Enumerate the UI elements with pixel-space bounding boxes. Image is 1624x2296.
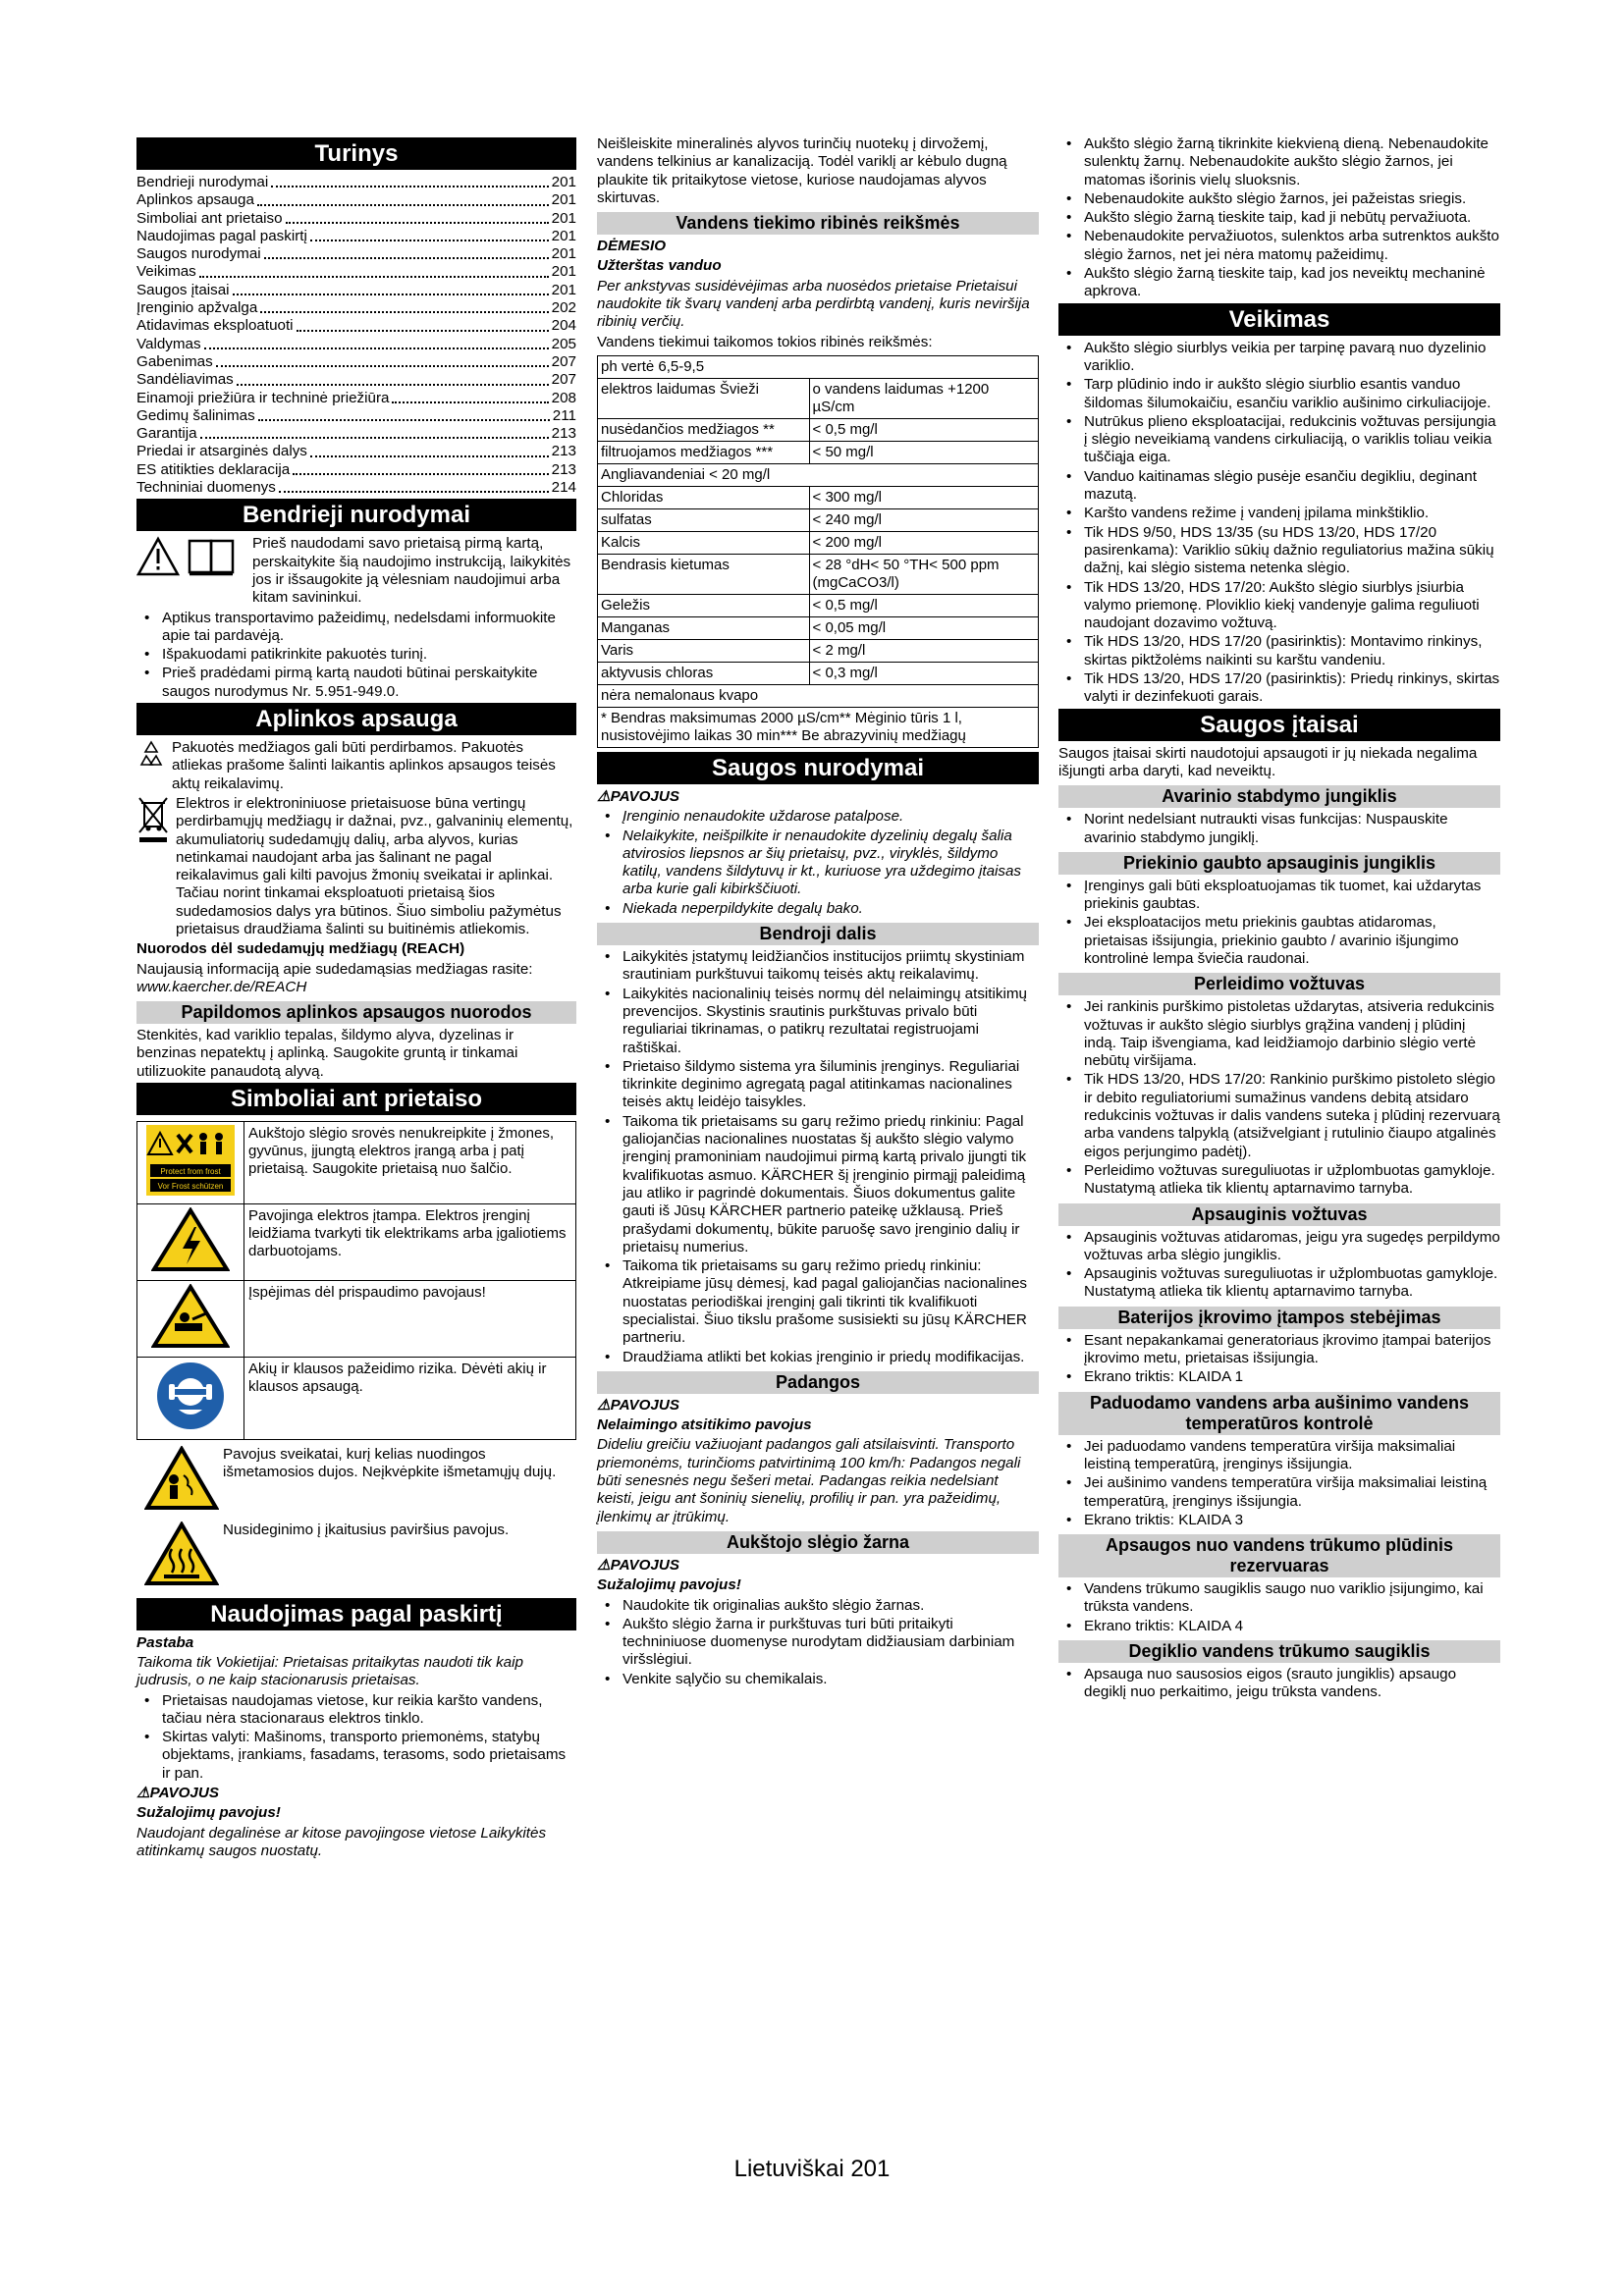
manual-note (136, 535, 576, 609)
toc-page-number: 208 (551, 389, 576, 406)
water-limits-table (597, 355, 1039, 748)
operation-heading: Veikimas (1058, 303, 1500, 336)
list-item: • Ekrano triktis: KLAIDA 4 (1058, 1618, 1500, 1635)
table-cell: Varis (598, 639, 810, 662)
table-row (137, 1358, 576, 1440)
list-item: • Venkite sąlyčio su chemikalais. (597, 1671, 1039, 1688)
toc-page-number: 201 (551, 263, 576, 281)
table-cell: < 240 mg/l (809, 508, 1038, 531)
list-item: • Esant nepakankamai generatoriaus įkrovimo įtampai baterijos įkrovimo metu, prietaisas išsijungia. (1058, 1332, 1500, 1368)
toc-page-number: 201 (551, 191, 576, 209)
table-row (598, 378, 1039, 418)
hose-head: Sužalojimų pavojus! (597, 1576, 741, 1594)
safety-devices-intro: Saugos įtaisai skirti naudotojui apsaugoti ir jų niekada negalima išjungti arba daryti, kad neveiktų. (1058, 744, 1478, 779)
table-cell: o vandens laidumas +1200 µS/cm (809, 378, 1038, 418)
danger-head: Sužalojimų pavojus! (136, 1804, 281, 1822)
list-item: • Aptikus transportavimo pažeidimų, nedelsdami informuokite apie tai pardavėją. (136, 610, 576, 646)
toc-page-number: 204 (551, 317, 576, 335)
toc-leader (286, 222, 549, 224)
general-intro: Prieš naudodami savo prietaisą pirmą kartą, perskaitykite šią naudojimo instrukciją, laikykitės jos ir išsaugokite ją vėlesniam naudojimui arba kitam savininkui. (252, 535, 571, 607)
table-of-contents (136, 174, 576, 497)
fumes-text: Pavojus sveikatai, kurį kelias nuodingos išmetamosios dujos. Neįkvėpkite išmetamųjų dujų. (223, 1446, 557, 1481)
safety-device-list (1058, 1666, 1500, 1702)
list-item: • Nebenaudokite pervažiuotos, sulenktos arba sutrenktos aukšto slėgio žarnos, net jei nėra matomų pažeidimų. (1058, 228, 1500, 264)
svg-text:Vor Frost schützen: Vor Frost schützen (157, 1182, 224, 1192)
list-item: • Naudokite tik originalias aukšto slėgio žarnas. (597, 1597, 1039, 1615)
symbol-text: Pavojinga elektros įtampa. Elektros įrenginį leidžiama tvarkyti tik elektrikams arba įgaliotiems darbuotojams. (244, 1204, 576, 1281)
toc-leader (310, 455, 549, 457)
toc-leader (264, 257, 549, 259)
list-item: • Karšto vandens režime į vandenį įpilama minkštiklio. (1058, 505, 1500, 522)
tyres-heading: Padangos (597, 1371, 1039, 1394)
warning-triangle-icon: ⚠ (597, 1556, 611, 1574)
toc-page-number: 207 (551, 352, 576, 370)
list-item: • Prietaisas naudojamas vietose, kur reikia karšto vandens, tačiau nėra stacionaraus elektros tinklo. (136, 1692, 576, 1729)
reach-title: Nuorodos dėl sudedamųjų medžiagų (REACH) (136, 940, 465, 958)
list-item: • Skirtas valyti: Mašinoms, transporto priemonėms, statybų objektams, įrankiams, fasadams, terasoms, sodo prietaisams ir pan. (136, 1729, 576, 1783)
toc-entry[interactable] (136, 299, 576, 317)
symbols-heading: Simboliai ant prietaiso (136, 1083, 576, 1115)
symbols-table (136, 1121, 576, 1440)
list-item: • Aukšto slėgio žarną tikrinkite kiekvieną dieną. Nebenaudokite sulenktų žarnų. Nebenaudokite aukšto slėgio žarnos, jei matomas išorinis vielų sluoksnis. (1058, 135, 1500, 189)
toc-entry[interactable] (136, 228, 576, 245)
toc-entry[interactable] (136, 390, 576, 407)
warning-triangle-icon: ⚠ (136, 1785, 150, 1802)
toc-entry-title: Aplinkos apsauga (136, 191, 254, 209)
list-item: • Apsauginis vožtuvas atidaromas, jeigu yra sugedęs perpildymo vožtuvas arba slėgio jungiklis. (1058, 1229, 1500, 1265)
toc-page-number: 202 (551, 299, 576, 317)
water-limits-heading: Vandens tiekimo ribinės reikšmės (597, 212, 1039, 235)
list-item: • Laikykitės įstatymų leidžiančios institucijos priimtų skystiniam srautiniam purkštuvui taikomų teisės aktų reikalavimų. (597, 948, 1039, 985)
toc-entry-title: Gedimų šalinimas (136, 406, 255, 424)
table-cell: elektros laidumas Švieži (598, 378, 810, 418)
toc-leader (216, 365, 549, 367)
table-cell: < 2 mg/l (809, 639, 1038, 662)
toc-entry-title: Einamoji priežiūra ir techninė priežiūra (136, 389, 390, 406)
table-row (598, 554, 1039, 594)
toc-page-number: 214 (551, 479, 576, 497)
safety-device-heading: Baterijos įkrovimo įtampos stebėjimas (1058, 1307, 1500, 1329)
danger-text: Naudojant degalinėse ar kitose pavojingose vietose Laikykitės atitinkamų saugos nuostatų. (136, 1824, 547, 1859)
toc-leader (237, 384, 549, 386)
table-cell: Chloridas (598, 486, 810, 508)
toc-page-number: 213 (551, 425, 576, 443)
toc-entry-title: Techniniai duomenys (136, 479, 276, 497)
toc-entry-title: Naudojimas pagal paskirtį (136, 227, 307, 244)
table-row (598, 684, 1039, 707)
list-item: • Jei paduodamo vandens temperatūra viršija maksimaliai leistiną temperatūrą, įrenginys išsijungia. (1058, 1438, 1500, 1474)
extra-env-text: Stenkitės, kad variklio tepalas, šildymo alyva, dyzelinas ir benzinas nepatektų į aplinką. Saugokite gruntą ir tinkamai utilizuokite panaudotą alyvą. (136, 1027, 518, 1080)
recycle-icon (136, 739, 166, 774)
list-item: • Aukšto slėgio žarną tieskite taip, kad jos neveiktų mechaninė apkrova. (1058, 265, 1500, 301)
toc-entry[interactable] (136, 210, 576, 228)
list-item: • Tarp plūdinio indo ir aukšto slėgio siurblio esantis vanduo šildomas šilumokaičiu, esančiu variklio aušinimo cirkuliacijoje. (1058, 376, 1500, 412)
toc-entry[interactable] (136, 317, 576, 335)
warning-triangle-icon: ⚠ (597, 787, 611, 805)
danger-label: ⚠PAVOJUS (597, 1396, 679, 1414)
safety-device-heading: Priekinio gaubto apsauginis jungiklis (1058, 852, 1500, 875)
table-cell: nusėdančios medžiagos ** (598, 418, 810, 441)
caution-text: Per ankstyvas susidėvėjimas arba nuosėdos prietaise Prietaisui naudokite tik švarų vandenį arba perdirbtą vandenį, kuris neviršija ribinių verčių. (597, 277, 1030, 331)
toc-leader (258, 419, 550, 421)
list-item: • Tik HDS 13/20, HDS 17/20: Aukšto slėgio siurblys įsiurbia valymo priemonę. Ploviklio kiekį vandenyje galima reguliuoti naudojant dozavimo vožtuvą. (1058, 579, 1500, 633)
table-cell: Kalcis (598, 531, 810, 554)
list-item: • Apsauga nuo sausosios eigos (srauto jungiklis) apsaugo degiklį nuo perkaitimo, jeigu trūksta vandens. (1058, 1666, 1500, 1702)
toc-entry-title: Atidavimas eksploatuoti (136, 317, 294, 335)
column-left (136, 135, 576, 1862)
symbol-text: Akių ir klausos pažeidimo rizika. Dėvėti akių ir klausos apsaugą. (244, 1358, 576, 1440)
list-item: • Aukšto slėgio žarna ir purkštuvas turi būti pritaikyti techniniuose duomenyse nurodytam didžiausiam darbiniam viršslėgiui. (597, 1616, 1039, 1670)
table-cell: aktyvusis chloras (598, 662, 810, 684)
table-row (598, 531, 1039, 554)
crossed-bin-icon (136, 795, 170, 849)
list-item: • Perleidimo vožtuvas sureguliuotas ir užplombuotas gamykloje. Nustatymą atlieka tik klientų aptarnavimo tarnyba. (1058, 1162, 1500, 1199)
list-item: • Taikoma tik prietaisams su garų režimo priedų rinkiniu: Atkreipiame jūsų dėmesį, kad pagal galiojančias nacionalines nuostatas periodiškai įrenginį gali tikrinti tik kvalifikuoti specialistai. Šiuo tikslu prašome susisiekti su jūsų KÄRCHER partneriu. (597, 1257, 1039, 1347)
toc-page-number: 213 (551, 443, 576, 460)
list-item: • Laikykitės nacionalinių teisės normų dėl nelaimingų atsitikimų prevencijos. Skystinis srautinis purkštuvas privalo būti reguliariai tikrinamas, o patikrų rezultatai registruojami raštiškai. (597, 986, 1039, 1057)
list-item: • Apsauginis vožtuvas sureguliuotas ir užplombuotas gamykloje. Nustatymą atlieka tik klientų aptarnavimo tarnyba. (1058, 1265, 1500, 1302)
safety-devices-heading: Saugos įtaisai (1058, 709, 1500, 741)
toc-leader (257, 204, 549, 206)
toc-entry[interactable] (136, 263, 576, 281)
list-item: • Įrenginio nenaudokite uždarose patalpose. (597, 808, 1039, 826)
list-item: • Norint nedelsiant nutraukti visas funkcijas: Nuspauskite avarinio stabdymo jungiklį. (1058, 811, 1500, 847)
danger-label: ⚠PAVOJUS (136, 1785, 219, 1802)
high-pressure-jet-warning-icon (137, 1122, 244, 1204)
table-cell: < 300 mg/l (809, 486, 1038, 508)
safety-device-list (1058, 878, 1500, 968)
list-item: • Ekrano triktis: KLAIDA 3 (1058, 1512, 1500, 1529)
list-item: • Vanduo kaitinamas slėgio pusėje esančiu degikliu, deginant mazutą. (1058, 468, 1500, 505)
list-item: • Aukšto slėgio žarną tieskite taip, kad ji nebūtų pervažiuota. (1058, 209, 1500, 227)
toc-entry[interactable] (136, 371, 576, 389)
table-cell: < 0,5 mg/l (809, 418, 1038, 441)
recycle-note (136, 739, 576, 795)
table-cell: < 0,5 mg/l (809, 594, 1038, 616)
toxic-fumes-icon (144, 1446, 223, 1516)
safety-devices-sections (1058, 785, 1500, 1701)
toc-leader (310, 240, 549, 241)
toc-entry-title: Priedai ir atsarginės dalys (136, 443, 307, 460)
list-item: • Draudžiama atlikti bet kokias įrenginio ir priedų modifikacijas. (597, 1349, 1039, 1366)
list-item: • Vandens trūkumo saugiklis saugo nuo variklio įsijungimo, kai trūksta vandens. (1058, 1580, 1500, 1617)
symbol-text: Įspėjimas dėl prispaudimo pavojaus! (244, 1281, 576, 1358)
list-item: • Įrenginys gali būti eksploatuojamas tik tuomet, kai uždarytas priekinis gaubtas. (1058, 878, 1500, 914)
toc-entry-title: Gabenimas (136, 352, 213, 370)
toc-page-number: 207 (551, 371, 576, 389)
warning-triangle-icon: ⚠ (597, 1396, 611, 1414)
oil-waste-text: Neišleiskite mineralinės alyvos turinčių nuotekų į dirvožemį, vandens telkinius ar kanalizaciją. Todėl variklį ar kėbulo dugną plaukite tik pritaikytose vietose, kuriose naudojamas alyvos skirtuvas. (597, 135, 1007, 206)
hose-list-continued (1058, 135, 1500, 301)
general-heading: Bendrieji nurodymai (136, 499, 576, 531)
toc-entry-title: ES atitikties deklaracija (136, 460, 291, 478)
recycle-text: Pakuotės medžiagos gali būti perdirbamos. Pakuotės atliekas prašome šalinti laikantis aplinkos apsaugos teisės aktų reikalavimų. (172, 739, 556, 792)
table-row (598, 594, 1039, 616)
column-right (1058, 135, 1500, 1704)
table-cell: Manganas (598, 616, 810, 639)
toc-entry[interactable] (136, 245, 576, 263)
table-row (598, 662, 1039, 684)
list-item: • Aukšto slėgio siurblys veikia per tarpinę pavarą nuo dyzelinio variklio. (1058, 340, 1500, 376)
table-row (598, 639, 1039, 662)
table-row (598, 441, 1039, 463)
toc-leader (293, 473, 548, 475)
table-cell: Angliavandeniai < 20 mg/l (598, 463, 1039, 486)
pressure-release-icon (137, 1281, 244, 1358)
toc-entry[interactable] (136, 353, 576, 371)
tyres-head: Nelaimingo atsitikimo pavojus (597, 1416, 812, 1434)
table-row (598, 355, 1039, 378)
table-row (598, 707, 1039, 747)
safety-device-list (1058, 1438, 1500, 1529)
table-cell: * Bendras maksimumas 2000 µS/cm** Mėginio tūris 1 l, nusistovėjimo laikas 30 min*** Be abrazyvinių medžiagų (598, 707, 1039, 747)
list-item: • Jei eksploatacijos metu priekinis gaubtas atidaromas, prietaisas išsijungia, priekinio gaubto / avarinio išjungimo kontrolinė lempa šviečia raudonai. (1058, 914, 1500, 968)
toc-entry-title: Saugos nurodymai (136, 245, 261, 263)
weee-note (136, 795, 576, 940)
column-middle (597, 135, 1039, 1690)
table-row (137, 1281, 576, 1358)
table-cell: Geležis (598, 594, 810, 616)
toc-entry-title: Veikimas (136, 263, 196, 281)
safety-list (597, 808, 1039, 918)
caution-label: DĖMESIO (597, 238, 667, 255)
list-item: • Tik HDS 13/20, HDS 17/20 (pasirinktis): Montavimo rinkinys, skirtas piktžolėms naikinti su karštu vandeniu. (1058, 633, 1500, 669)
list-item: • Jei rankinis purškimo pistoletas uždarytas, atsiveria redukcinis vožtuvas ir aukšto slėgio siurblys grąžina vandenį į plūdinį indą. Taip išvengiama, kad leidžiamojo darbinio slėgio vertė nebūtų viršijama. (1058, 998, 1500, 1070)
list-item: • Išpakuodami patikrinkite pakuotės turinį. (136, 646, 576, 664)
list-item: • Niekada neperpildykite degalų bako. (597, 900, 1039, 918)
safety-device-heading: Paduodamo vandens arba aušinimo vandens temperatūros kontrolė (1058, 1392, 1500, 1435)
table-row (598, 508, 1039, 531)
hose-list (597, 1597, 1039, 1688)
caution-head: Užterštas vanduo (597, 257, 722, 275)
list-item: • Tik HDS 13/20, HDS 17/20: Rankinio purškimo pistoleto slėgio ir debito reguliatoriumi sumažinus vandens debitą atsidaro redukcinis vožtuvas ir dalis vandens suteka į plūdinį rezervuarą arba vandens talpyklą (atsižvelgiant į rutulinio čiaupo atgalinės eigos perjungimo padėtį). (1058, 1071, 1500, 1160)
toc-page-number: 201 (551, 174, 576, 190)
toc-page-number: 211 (552, 406, 576, 424)
limits-intro: Vandens tiekimui taikomos tokios ribinės reikšmės: (597, 333, 933, 350)
list-item: • Prietaiso šildymo sistema yra šiluminis įrenginys. Reguliariai tikrinkite deginimo agregatą pagal atitinkamas nacionalines teisės aktų leidėjo taisykles. (597, 1058, 1039, 1112)
general-part-list (597, 948, 1039, 1366)
fumes-symbol (136, 1446, 576, 1516)
toc-leader (271, 186, 548, 187)
list-item: • Taikoma tik prietaisams su garų režimo priedų rinkiniu: Pagal galiojančias nacionalines nuostatas šį aukšto slėgio valymo įrenginį pramoniniam naudojimui pirmą kartą privalo įjungti tik kvalifikuotas asmuo. KÄRCHER šį įrenginio pirmąjį paleidimą jau atliko ir pagrindė dokumentais. Šiuos dokumentus galite gauti iš Jūsų KÄRCHER partnerio pateikę užklausą. Prieš prašydami dokumentų, būkite paruošę savo įrenginio dalių ir prietaisų numerius. (597, 1113, 1039, 1256)
list-item: • Nutrūkus plieno eksploatacijai, redukcinis vožtuvas persijungia į slėgio neveikiamą vandens cirkuliaciją, o variklis toliau veikia tuščiąja eiga. (1058, 413, 1500, 467)
table-cell: < 0,3 mg/l (809, 662, 1038, 684)
toc-page-number: 201 (551, 245, 576, 263)
hot-surface-symbol (136, 1522, 576, 1591)
toc-leader (200, 437, 549, 439)
toc-leader (204, 347, 549, 349)
list-item: • Tik HDS 9/50, HDS 13/35 (su HDS 13/20, HDS 17/20 pasirenkama): Variklio sūkių dažnio reguliatorius mažina sūkių dažnį, kai slėgio sistema netenka slėgio. (1058, 524, 1500, 578)
toc-leader (199, 276, 549, 278)
toc-page-number: 205 (551, 335, 576, 352)
safety-device-heading: Apsauginis vožtuvas (1058, 1203, 1500, 1226)
intended-use-heading: Naudojimas pagal paskirtį (136, 1598, 576, 1630)
electric-hazard-icon (137, 1204, 244, 1281)
read-manual-icon (136, 535, 246, 583)
reach-text: Naujausią informaciją apie sudedamąsias medžiagas rasite: www.kaercher.de/REACH (136, 960, 533, 995)
extra-env-heading: Papildomos aplinkos apsaugos nuorodos (136, 1001, 576, 1024)
symbol-text: Aukštojo slėgio srovės nenukreipkite į žmones, gyvūnus, įjungtą elektros įrangą arba į patį prietaisą. Saugokite prietaisą nuo šalčio. (244, 1122, 576, 1204)
toc-leader (260, 311, 548, 313)
note-text: Taikoma tik Vokietijai: Prietaisas pritaikytas naudoti tik kaip judrusis, o ne kaip stacionarusis prietaisas. (136, 1653, 523, 1689)
list-item: • Prieš pradėdami pirmą kartą naudoti būtinai perskaitykite saugos nurodymus Nr. 5.951-949.0. (136, 665, 576, 701)
table-row (598, 463, 1039, 486)
safety-device-list (1058, 1332, 1500, 1387)
environment-heading: Aplinkos apsauga (136, 703, 576, 735)
table-cell: < 28 °dH< 50 °TH< 500 ppm (mgCaCO3/l) (809, 554, 1038, 594)
toc-entry-title: Saugos įtaisai (136, 281, 230, 298)
toc-page-number: 201 (551, 281, 576, 298)
danger-label: ⚠PAVOJUS (597, 787, 679, 805)
table-cell: sulfatas (598, 508, 810, 531)
toc-entry[interactable] (136, 479, 576, 497)
safety-device-list (1058, 998, 1500, 1198)
note-label: Pastaba (136, 1633, 194, 1651)
list-item: • Nebenaudokite aukšto slėgio žarnos, jei pažeistas sriegis. (1058, 190, 1500, 208)
table-row (598, 616, 1039, 639)
toc-leader (233, 294, 549, 295)
hot-text: Nusideginimo į įkaitusius paviršius pavojus. (223, 1522, 510, 1539)
toc-leader (297, 330, 549, 332)
toc-entry-title: Valdymas (136, 335, 201, 352)
eye-ear-protection-icon (137, 1358, 244, 1440)
table-cell: < 200 mg/l (809, 531, 1038, 554)
toc-entry-title: Bendrieji nurodymai (136, 174, 269, 190)
table-row (137, 1204, 576, 1281)
list-item: • Ekrano triktis: KLAIDA 1 (1058, 1368, 1500, 1386)
weee-text: Elektros ir elektroniniuose prietaisuose būna vertingų perdirbamųjų medžiagų ir dažnai, pvz., galvaninių elementų, akumuliatorių sudedamųjų dalių, arba alyvos, kurias netinkamai naudojant arba jas šalinant ne pagal reikalavimus gali kilti pavojus žmonių sveikatai ir aplinkai. Tačiau norint tinkamai eksploatuoti prietaisą šios sudedamosios dalys yra būtinos. Šiuo simboliu pažymėtus prietaisus draudžiama šalinti su buitinėmis atliekomis. (176, 794, 573, 937)
safety-device-heading: Perleidimo vožtuvas (1058, 973, 1500, 995)
toc-leader (392, 401, 548, 403)
safety-device-heading: Avarinio stabdymo jungiklis (1058, 785, 1500, 808)
list-item: • Nelaikykite, neišpilkite ir nenaudokite dyzelinių degalų šalia atvirosios liepsnos ar šių prietaisų, pvz., viryklės, šildymo katilų, vandens šildytuvų ir kt., kuriuose yra uždegimo įtaisas arba kurie gali kibirkščiuoti. (597, 828, 1039, 899)
table-row (598, 418, 1039, 441)
table-row (137, 1122, 576, 1204)
list-item: • Jei aušinimo vandens temperatūra viršija maksimaliai leistiną temperatūrą, įrenginys išsijungia. (1058, 1474, 1500, 1511)
toc-entry-title: Simboliai ant prietaiso (136, 209, 283, 227)
toc-leader (279, 491, 549, 493)
toc-page-number: 213 (551, 460, 576, 478)
general-part-heading: Bendroji dalis (597, 923, 1039, 945)
general-list (136, 610, 576, 701)
toc-entry[interactable] (136, 191, 576, 209)
operation-list (1058, 340, 1500, 707)
safety-device-heading: Degiklio vandens trūkumo saugiklis (1058, 1640, 1500, 1663)
hot-surface-icon (144, 1522, 223, 1591)
toc-page-number: 201 (551, 227, 576, 244)
table-row (598, 486, 1039, 508)
toc-heading: Turinys (136, 137, 576, 170)
toc-page-number: 201 (551, 209, 576, 227)
safety-device-list (1058, 811, 1500, 847)
hose-heading: Aukštojo slėgio žarna (597, 1531, 1039, 1554)
safety-device-heading: Apsaugos nuo vandens trūkumo plūdinis rezervuaras (1058, 1534, 1500, 1577)
toc-entry[interactable] (136, 174, 576, 191)
toc-entry[interactable] (136, 425, 576, 443)
tyres-text: Dideliu greičiu važiuojant padangos gali atsilaisvinti. Transporto priemonėms, turinčioms patvirtinimą 100 km/h: Padangos negali būti senesnės negu šešeri metai. Padangas reikia nedelsiant keisti, jeigu ant šoninių sienelių, profilių ir pan. yra pažeidimų, įlenkimų ar įtrūkimų. (597, 1436, 1021, 1525)
table-cell: ph vertė 6,5-9,5 (598, 355, 1039, 378)
toc-entry-title: Garantija (136, 425, 197, 443)
page-footer: Lietuviškai 201 (733, 2156, 891, 2182)
table-cell: Bendrasis kietumas (598, 554, 810, 594)
danger-label: ⚠PAVOJUS (597, 1556, 679, 1574)
intended-use-list (136, 1692, 576, 1783)
safety-device-list (1058, 1229, 1500, 1302)
table-cell: < 50 mg/l (809, 441, 1038, 463)
table-cell: < 0,05 mg/l (809, 616, 1038, 639)
toc-entry[interactable] (136, 407, 576, 425)
toc-entry[interactable] (136, 336, 576, 353)
toc-entry[interactable] (136, 443, 576, 460)
toc-entry-title: Sandėliavimas (136, 371, 234, 389)
svg-text:Protect from frost: Protect from frost (160, 1167, 221, 1177)
table-cell: nėra nemalonaus kvapo (598, 684, 1039, 707)
safety-device-list (1058, 1580, 1500, 1635)
reach-link[interactable]: www.kaercher.de/REACH (136, 978, 307, 995)
toc-entry[interactable] (136, 282, 576, 299)
toc-entry-title: Įrenginio apžvalga (136, 299, 258, 317)
table-cell: filtruojamos medžiagos *** (598, 441, 810, 463)
safety-heading: Saugos nurodymai (597, 752, 1039, 784)
list-item: • Tik HDS 13/20, HDS 17/20 (pasirinktis): Priedų rinkinys, skirtas valyti ir dezinfekuoti garais. (1058, 670, 1500, 707)
toc-entry[interactable] (136, 461, 576, 479)
